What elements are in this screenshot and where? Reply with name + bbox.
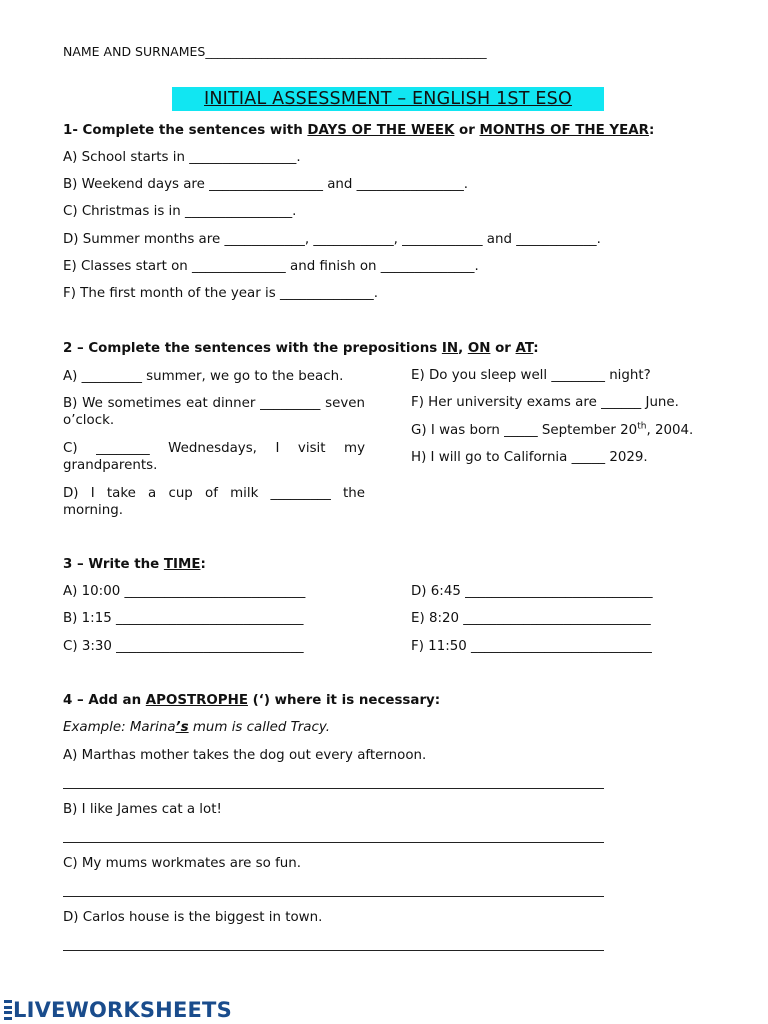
question-3b[interactable]: B) 1:15 ____________________________ — [63, 611, 304, 626]
question-2g-text: , 2004. — [646, 423, 694, 438]
question-1a[interactable]: A) School starts in ________________. — [63, 150, 301, 165]
question-3e[interactable]: E) 8:20 ____________________________ — [411, 611, 651, 626]
question-2a[interactable]: A) _________ summer, we go to the beach. — [63, 369, 344, 384]
brand-name: LIVEWORKSHEETS — [13, 998, 232, 1022]
section-3-heading — [63, 557, 206, 573]
heading-in: IN — [441, 341, 459, 356]
question-1f[interactable]: F) The first month of the year is ______________. — [63, 286, 378, 301]
question-2c[interactable]: C) ________ Wednesdays, I visit my grandparents. — [63, 441, 365, 473]
heading-text: or — [490, 341, 516, 356]
liveworksheets-mark-icon — [4, 1000, 12, 1020]
question-1b[interactable]: B) Weekend days are _________________ and ________________. — [63, 177, 469, 192]
section-1-heading — [63, 123, 654, 139]
answer-line-4b[interactable] — [63, 842, 604, 843]
heading-text: : — [648, 123, 655, 138]
ordinal-suffix: th — [637, 421, 647, 432]
question-2d[interactable]: D) I take a cup of milk _________ the morning. — [63, 486, 365, 518]
heading-text: (‘) where it is necessary: — [247, 693, 441, 708]
heading-text: 4 – Add an — [63, 693, 146, 708]
question-1e[interactable]: E) Classes start on ______________ and finish on ______________. — [63, 259, 479, 274]
heading-text: 1- Complete the sentences with — [63, 123, 308, 138]
heading-on: ON — [467, 341, 491, 356]
question-3f[interactable]: F) 11:50 ___________________________ — [411, 639, 652, 654]
question-4a: A) Marthas mother takes the dog out every afternoon. — [63, 748, 427, 763]
question-4d: D) Carlos house is the biggest in town. — [63, 910, 323, 925]
name-surnames-field[interactable]: NAME AND SURNAMES_____________________________________________ — [63, 44, 487, 59]
question-2g-text: G) I was born _____ September 20 — [411, 423, 638, 438]
heading-months-of-year: MONTHS OF THE YEAR — [479, 123, 649, 138]
example-text: Example: Marina — [63, 720, 176, 735]
question-3a[interactable]: A) 10:00 ___________________________ — [63, 584, 306, 599]
question-3c[interactable]: C) 3:30 ____________________________ — [63, 639, 304, 654]
question-2f[interactable]: F) Her university exams are ______ June. — [411, 395, 679, 410]
heading-text: : — [533, 341, 539, 356]
answer-line-4c[interactable] — [63, 896, 604, 897]
heading-time: TIME — [163, 557, 201, 572]
liveworksheets-logo[interactable] — [4, 998, 232, 1022]
question-2b[interactable]: B) We sometimes eat dinner _________ seven o’clock. — [63, 396, 365, 428]
heading-text: 3 – Write the — [63, 557, 164, 572]
example-text: mum is called Tracy. — [188, 720, 331, 735]
section-2-heading — [63, 341, 539, 357]
page-title: INITIAL ASSESSMENT – ENGLISH 1ST ESO — [172, 87, 604, 111]
heading-text: , — [458, 341, 468, 356]
answer-line-4a[interactable] — [63, 788, 604, 789]
question-2g[interactable] — [411, 423, 693, 439]
heading-text: or — [454, 123, 480, 138]
question-3d[interactable]: D) 6:45 ____________________________ — [411, 584, 653, 599]
heading-days-of-week: DAYS OF THE WEEK — [307, 123, 455, 138]
heading-text: : — [200, 557, 206, 572]
question-4c: C) My mums workmates are so fun. — [63, 856, 302, 871]
section-4-heading — [63, 693, 440, 709]
question-2h[interactable]: H) I will go to California _____ 2029. — [411, 450, 648, 465]
question-1d[interactable]: D) Summer months are ____________, ____________, ____________ and ____________. — [63, 232, 601, 247]
heading-at: AT — [515, 341, 534, 356]
example-sentence — [63, 720, 330, 736]
question-2e[interactable]: E) Do you sleep well ________ night? — [411, 368, 651, 383]
question-4b: B) I like James cat a lot! — [63, 802, 222, 817]
answer-line-4d[interactable] — [63, 950, 604, 951]
example-apostrophe-mark: ’s — [175, 720, 189, 735]
question-1c[interactable]: C) Christmas is in ________________. — [63, 204, 297, 219]
heading-apostrophe: APOSTROPHE — [145, 693, 248, 708]
heading-text: 2 – Complete the sentences with the prepositions — [63, 341, 442, 356]
